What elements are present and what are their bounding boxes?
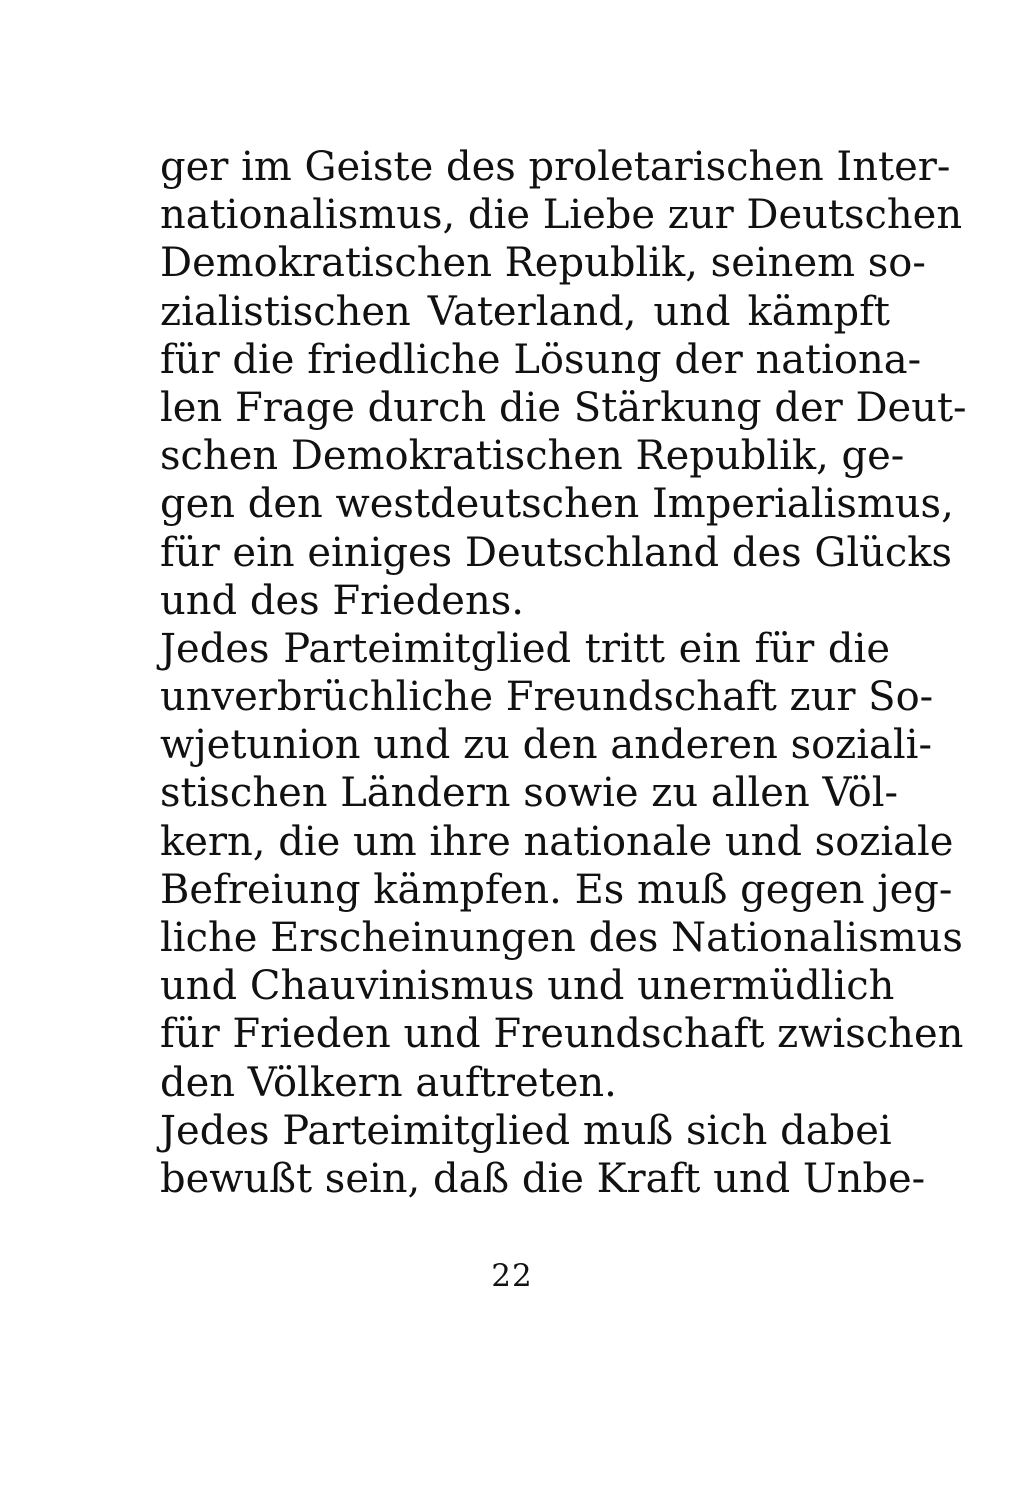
text-line: bewußt sein, daß die Kraft und Unbe- xyxy=(160,1155,926,1202)
text-line: Jedes Parteimitglied tritt ein für die xyxy=(160,625,890,672)
text-line: len Frage durch die Stärkung der Deut- xyxy=(160,384,967,431)
text-line: und Chauvinismus und unermüdlich xyxy=(160,963,895,1010)
text-line: gen den westdeutschen Imperialismus, xyxy=(160,481,954,528)
text-line: Befreiung kämpfen. Es muß gegen jeg- xyxy=(160,866,953,913)
text-line: zialistischen Vaterland, und kämpft xyxy=(160,288,890,335)
text-line: für ein einiges Deutschland des Glücks xyxy=(160,529,953,576)
text-line: Demokratischen Republik, seinem so- xyxy=(160,240,926,287)
text-line: liche Erscheinungen des Nationalismus xyxy=(160,915,963,961)
body-text xyxy=(160,143,967,1203)
text-line: unverbrüchliche Freundschaft zur So- xyxy=(160,674,934,721)
paragraph-end-line: den Völkern auftreten. xyxy=(160,1059,617,1106)
text-line: schen Demokratischen Republik, ge- xyxy=(160,433,905,480)
text-line: ger im Geiste des proletarischen Inter- xyxy=(160,144,951,190)
text-line: wjetunion und zu den anderen soziali- xyxy=(160,722,932,769)
paragraph-end-line: und des Friedens. xyxy=(160,577,524,624)
text-line: nationalismus, die Liebe zur Deutschen xyxy=(160,192,963,239)
text-line: stischen Ländern sowie zu allen Völ- xyxy=(160,770,899,817)
text-line: kern, die um ihre nationale und soziale xyxy=(160,818,954,865)
text-line: für die friedliche Lösung der nationa- xyxy=(160,336,922,383)
text-line: Jedes Parteimitglied muß sich dabei xyxy=(160,1107,892,1154)
text-line: für Frieden und Freundschaft zwischen xyxy=(160,1011,964,1058)
page-number: 22 xyxy=(491,1258,533,1294)
